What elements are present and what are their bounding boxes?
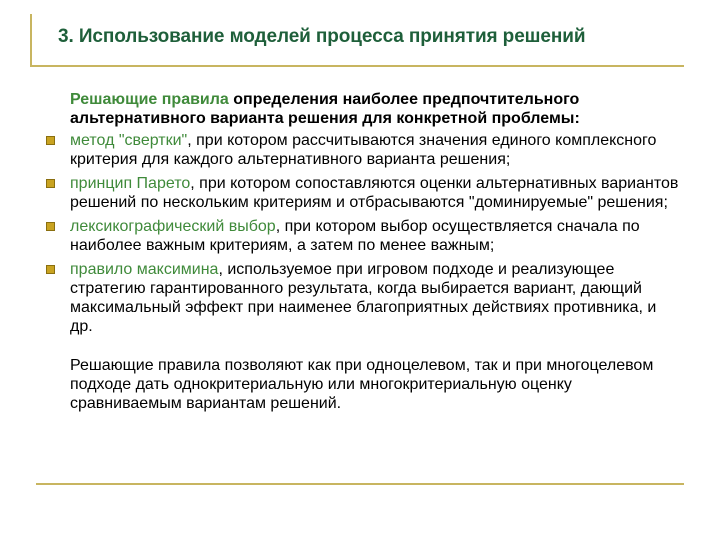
square-bullet-icon — [46, 222, 55, 231]
rule-description: , при котором выбор осуществляется сначала по наиболее важным критериям, а затем по менее важным; — [70, 218, 640, 254]
list-item — [40, 174, 680, 212]
summary-paragraph: Решающие правила позволяют как при одноцелевом, так и при многоцелевом подходе дать однокритериальную или многокритериальную оценку сравниваемым вариантам решений. — [70, 357, 654, 412]
rule-description: , при котором рассчитываются значения единого комплексного критерия для каждого альтернативного варианта решения; — [70, 132, 657, 168]
slide-title: 3. Использование моделей процесса принятия решений — [58, 26, 586, 47]
square-bullet-icon — [46, 136, 55, 145]
list-item — [40, 131, 680, 169]
rule-term: метод "свертки" — [70, 132, 188, 149]
intro-text: определения наиболее предпочтительного альтернативного варианта решения для конкретной проблемы: — [70, 91, 580, 127]
rule-term: лексикографический выбор — [70, 218, 276, 235]
footer-rule — [36, 483, 684, 485]
rule-term: принцип Парето — [70, 175, 191, 192]
rule-description: , при котором сопоставляются оценки альтернативных вариантов решений по нескольким критериям и отбрасываются "доминируемые" решения; — [70, 175, 679, 211]
square-bullet-icon — [46, 265, 55, 274]
square-bullet-icon — [46, 179, 55, 188]
list-item — [40, 217, 680, 255]
title-vertical-rule — [30, 14, 32, 66]
decision-rules-list — [40, 131, 680, 336]
intro-term: Решающие правила — [70, 91, 229, 108]
intro-paragraph — [40, 90, 680, 128]
rule-description: , используемое при игровом подходе и реализующее стратегию гарантированного результата, когда выбирается вариант, дающий максимальный эффект при наименее благоприятных действиях противника, и др. — [70, 261, 657, 335]
slide-body — [40, 90, 680, 413]
rule-term: правило максимина — [70, 261, 219, 278]
title-underline — [30, 65, 684, 67]
list-item — [40, 260, 680, 336]
